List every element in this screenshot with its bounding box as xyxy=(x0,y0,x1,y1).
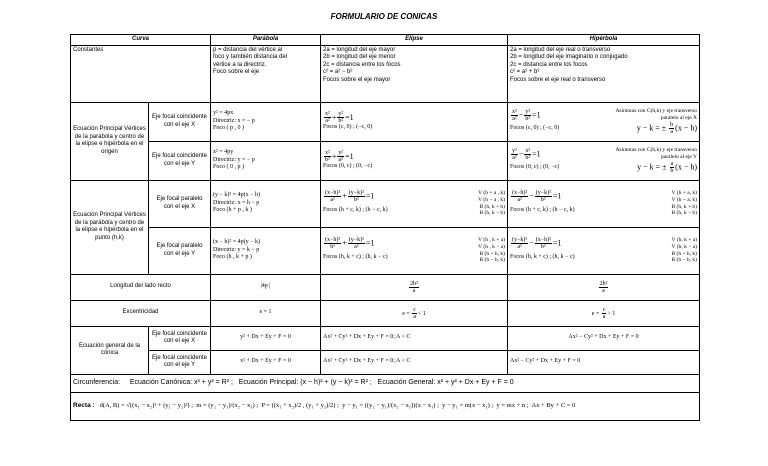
punto-hiperbola-y: $\frac{\text{(y−k)²}}{\text{a²}}$ − $\frac{\text{(x−h)²}}{\text{b²}}$ =1 V (h, k + a) V (h, k − a) Focos (h, k + c) ; (h, k − c) B (h + b, k) B (h − b, k) xyxy=(508,227,700,274)
punto-ejex: Eje focal paralelo con el eje X xyxy=(149,180,211,227)
origen-elipse-y: $\frac{\text{x²}}{\text{b²}}$ + $\frac{\text{y²}}{\text{a²}}$ =1 Focos (0, c) ; (0, −c) xyxy=(321,141,508,180)
circunferencia-row xyxy=(71,374,700,392)
general-row-y xyxy=(71,350,700,374)
general-ejex: Eje focal coincidente con el eje X xyxy=(149,326,211,350)
origen-row-x xyxy=(71,102,700,141)
origen-parabola-y: x² = 4py Directriz: y = − p Foco ( 0 , p ) xyxy=(211,141,321,180)
general-row-x xyxy=(71,326,700,350)
constantes-elipse: 2a = longitud del eje mayor 2b = longitud del eje menor 2c = distancia entre los focos c² = a² − b² Focos sobre el eje mayor xyxy=(321,45,508,102)
constantes-parabola: p = distancia del vértice al foco y también distancia del vértice a la directriz. Foco sobre el eje xyxy=(211,45,321,102)
general-parabola-x: y² + Dx + Ey + F = 0 xyxy=(211,326,321,350)
punto-elipse-x: $\frac{\text{(x−h)²}}{\text{a²}}$ + $\frac{\text{(y−k)²}}{\text{b²}}$ =1 V (h + a , k) V (h − a , k) Focos (h + c, k) ; (h − c, k) B (h, k + b) B (h, k − b) xyxy=(321,180,508,227)
excentricidad-parabola: e = 1 xyxy=(211,300,321,326)
general-parabola-y: x² + Dx + Ey + F = 0 xyxy=(211,350,321,374)
recta-cell: Recta : d(A, B) = √((x₁ − x₂)² + (y₁ − y₂)²) ; m = (y₂ − y₁)/(x₂ − x₁) ; P = ((x₁ + x₂)/2 , (y₁ + y₂)/2) ; y − y₁ = ((y₂ − y₁)/(x₂ − x₁))(x − x₁) ; y − y₁ = m(x − x₁) ; y = mx + n ; Ax + By + C = 0 xyxy=(71,392,700,420)
header-parabola: Parábola xyxy=(211,35,321,46)
lado-recto-elipse: $\frac{\text{2b²}}{a}$ xyxy=(321,274,508,300)
header-curva: Curva xyxy=(71,35,211,46)
excentricidad-hiperbola: e = $\frac{c}{a}$ > 1 xyxy=(508,300,700,326)
lado-recto-hiperbola: $\frac{\text{2b²}}{a}$ xyxy=(508,274,700,300)
excentricidad-row xyxy=(71,300,700,326)
page-title: FORMULARIO DE CONICAS xyxy=(330,12,438,21)
punto-row-x xyxy=(71,180,700,227)
punto-ejey: Eje focal paralelo con el eje Y xyxy=(149,227,211,274)
header-row xyxy=(71,35,700,46)
punto-label: Ecuación Principal Vértices de la parábola y centro de la elipse e hipérbola en el punto (h,k) xyxy=(71,180,149,274)
lado-recto-parabola: |4p | xyxy=(211,274,321,300)
origen-parabola-x: y² = 4px Directriz: x = − p Foco ( p , 0 ) xyxy=(211,102,321,141)
general-elipse-x: Ax² + Cy² + Dx + Ey + F = 0; A < C xyxy=(321,326,508,350)
constantes-row xyxy=(71,45,700,102)
punto-row-y xyxy=(71,227,700,274)
lado-recto-label: Longitud del lado recto xyxy=(71,274,211,300)
general-hiperbola-x: Ax² − Cy² + Dx + Ey + F = 0 xyxy=(508,326,700,350)
origen-ejey: Eje focal coincidente con el eje Y xyxy=(149,141,211,180)
punto-elipse-y: $\frac{\text{(x−h)²}}{\text{b²}}$ + $\frac{\text{(y−k)²}}{\text{a²}}$ =1 V (h , k + a) V (h , k − a) Focos (h, k + c) ; (h, k − c) B (h + b, k) B (h − b, k) xyxy=(321,227,508,274)
origen-label: Ecuación Principal Vértices de la parábola y centro de la elipse e hipérbola en el origen xyxy=(71,102,149,180)
conics-table xyxy=(70,34,700,421)
origen-elipse-x: $\frac{\text{x²}}{\text{a²}}$ + $\frac{\text{y²}}{\text{b²}}$ =1 Focos (c, 0) ; (−c, 0) xyxy=(321,102,508,141)
header-elipse: Elipse xyxy=(321,35,508,46)
general-ejey: Eje focal coincidente con el eje Y xyxy=(149,350,211,374)
header-hiperbola: Hipérbola xyxy=(508,35,700,46)
origen-hiperbola-x: $\frac{\text{x²}}{\text{a²}}$ − $\frac{\text{y²}}{\text{b²}}$ =1 Asíntotas con C(h,k) y eje transverso paralelo al eje X Focos (c, 0) ; (−c, 0) y − k = ± $\frac{b}{a}$ (x − h) xyxy=(508,102,700,141)
punto-hiperbola-x: $\frac{\text{(x−h)²}}{\text{a²}}$ − $\frac{\text{(y−k)²}}{\text{b²}}$ =1 V (h + a, k) V (h − a, k) Focos (h + c, k) ; (h − c, k) B (h, k + b) B (h, k − b) xyxy=(508,180,700,227)
excentricidad-label: Excentricidad xyxy=(71,300,211,326)
general-label: Ecuación general de la cónica xyxy=(71,326,149,374)
general-hiperbola-y: Ax² − Cy² + Dx + Ey + F = 0 xyxy=(508,350,700,374)
punto-parabola-x: (y − k)² = 4p(x − h) Directriz: x = h − p Foco (h + p , k ) xyxy=(211,180,321,227)
constantes-hiperbola: 2a = longitud del eje real o transverso 2b = longitud del eje imaginario o conjugado 2c = distancia entre los focos c² = a² + b² Focos sobre el eje real o transverso xyxy=(508,45,700,102)
origen-ejex: Eje focal coincidente con el eje X xyxy=(149,102,211,141)
lado-recto-row xyxy=(71,274,700,300)
recta-row xyxy=(71,392,700,420)
excentricidad-elipse: e = $\frac{c}{a}$ < 1 xyxy=(321,300,508,326)
circunferencia-cell: Circunferencia: Ecuación Canónica: x² + y² = R² ; Ecuación Principal: (x − h)² + (y − k)² = R² ; Ecuación General: x² + y² + Dx + Ey + F = 0 xyxy=(71,374,700,392)
origen-hiperbola-y: $\frac{\text{y²}}{\text{a²}}$ − $\frac{\text{x²}}{\text{b²}}$ =1 Asíntotas con C(h,k) y eje transverso paralelo al eje Y Focos (0, c) ; (0, −c) y − k = ± $\frac{a}{b}$ (x − h) xyxy=(508,141,700,180)
general-elipse-y: Ax² + Cy² + Dx + Ey + F = 0; A > C xyxy=(321,350,508,374)
constantes-label: Constantes xyxy=(71,45,211,102)
origen-row-y xyxy=(71,141,700,180)
punto-parabola-y: (x − h)² = 4p(y − k) Directriz: y = k − p Foco (h , k + p ) xyxy=(211,227,321,274)
